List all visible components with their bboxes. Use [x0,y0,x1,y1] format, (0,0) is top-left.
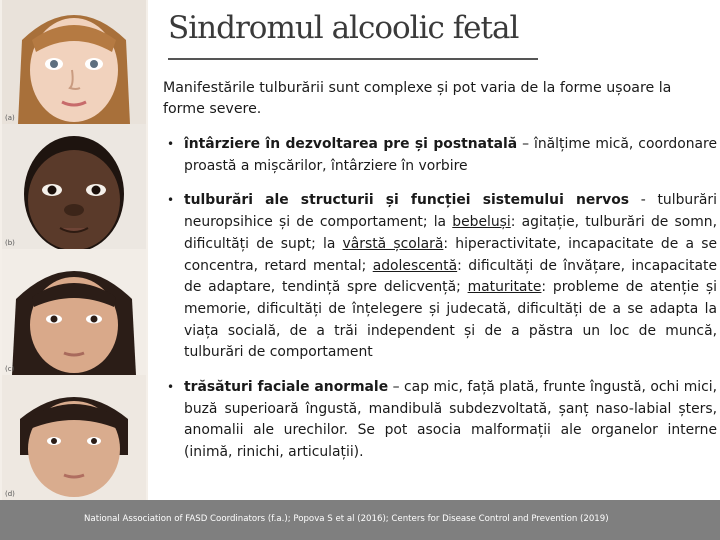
bullet-text: : dificultăți de învățare, incapacitate de adaptare, tendință spre delicvență; [184,257,717,296]
slide-title: Sindromul alcoolic fetal [168,10,519,46]
bullet-text: : agitație, tulburări de somn, dificultăți de supt; la [184,214,717,252]
photo-label-a: (a) [5,114,15,122]
photo-label-b: (b) [5,239,15,247]
age-group-term: bebeluși [452,214,511,231]
child-photo-c [2,249,146,376]
bullet-dot: • [167,193,175,208]
bullet-heading: trăsături faciale anormale [184,379,389,396]
child-face-b-image [2,124,146,249]
child-photo-b [2,124,146,250]
list-item [165,134,717,177]
bullet-text: : hiperactivitate, incapacitate de a se concentra, retard mental; [184,235,717,274]
bullet-heading: întârziere în dezvoltarea pre și postnatală [184,136,518,152]
child-photo-d [2,375,146,500]
photo-strip [0,0,148,500]
footer-bar [0,500,720,540]
bullet-text: : probleme de atenție și memorie, dificultăți de înțelegere și judecată, dificultăți de a se adapta la viața socială, de a trăi independent și de a păstra un loc de muncă, tulburări de comportament [184,279,718,361]
list-item [165,190,717,364]
intro-paragraph: Manifestările tulburării sunt complexe și pot varia de la forme ușoare la forme severe. [163,80,672,117]
child-photo-a [2,0,146,125]
child-face-a-image [2,0,146,124]
photo-label-d: (d) [5,490,15,498]
bullet-heading: tulburări ale structurii și funcției sistemului nervos [184,192,630,209]
symptom-list [165,134,717,477]
list-item [165,377,717,464]
bullet-text: – cap mic, față plată, frunte îngustă, ochi mici, buză superioară îngustă, mandibulă subdezvoltată, șanț naso-labial șters, anomalii ale urechilor. Se pot asocia malformații ale organelor interne (inimă, rinichi, articulații). [184,379,717,461]
child-face-d-image [2,375,146,500]
age-group-term: vârstă școlară [342,235,444,252]
age-group-term: maturitate [467,279,542,296]
title-underline [168,58,538,60]
photo-label-c: (c) [5,365,15,373]
bullet-text: – înălțime mică, coordonare proastă a mișcărilor, întârziere în vorbire [184,136,717,174]
bullet-dot: • [167,137,175,151]
child-face-c-image [2,249,146,375]
bullet-text: - tulburări neuropsihice și de comportament; la [184,192,718,231]
references-text: National Association of FASD Coordinators (f.a.); Popova S et al (2016); Centers for Disease Control and Prevention (2019) [84,514,609,524]
bullet-dot: • [167,380,175,395]
age-group-term: adolescentă [372,257,458,274]
